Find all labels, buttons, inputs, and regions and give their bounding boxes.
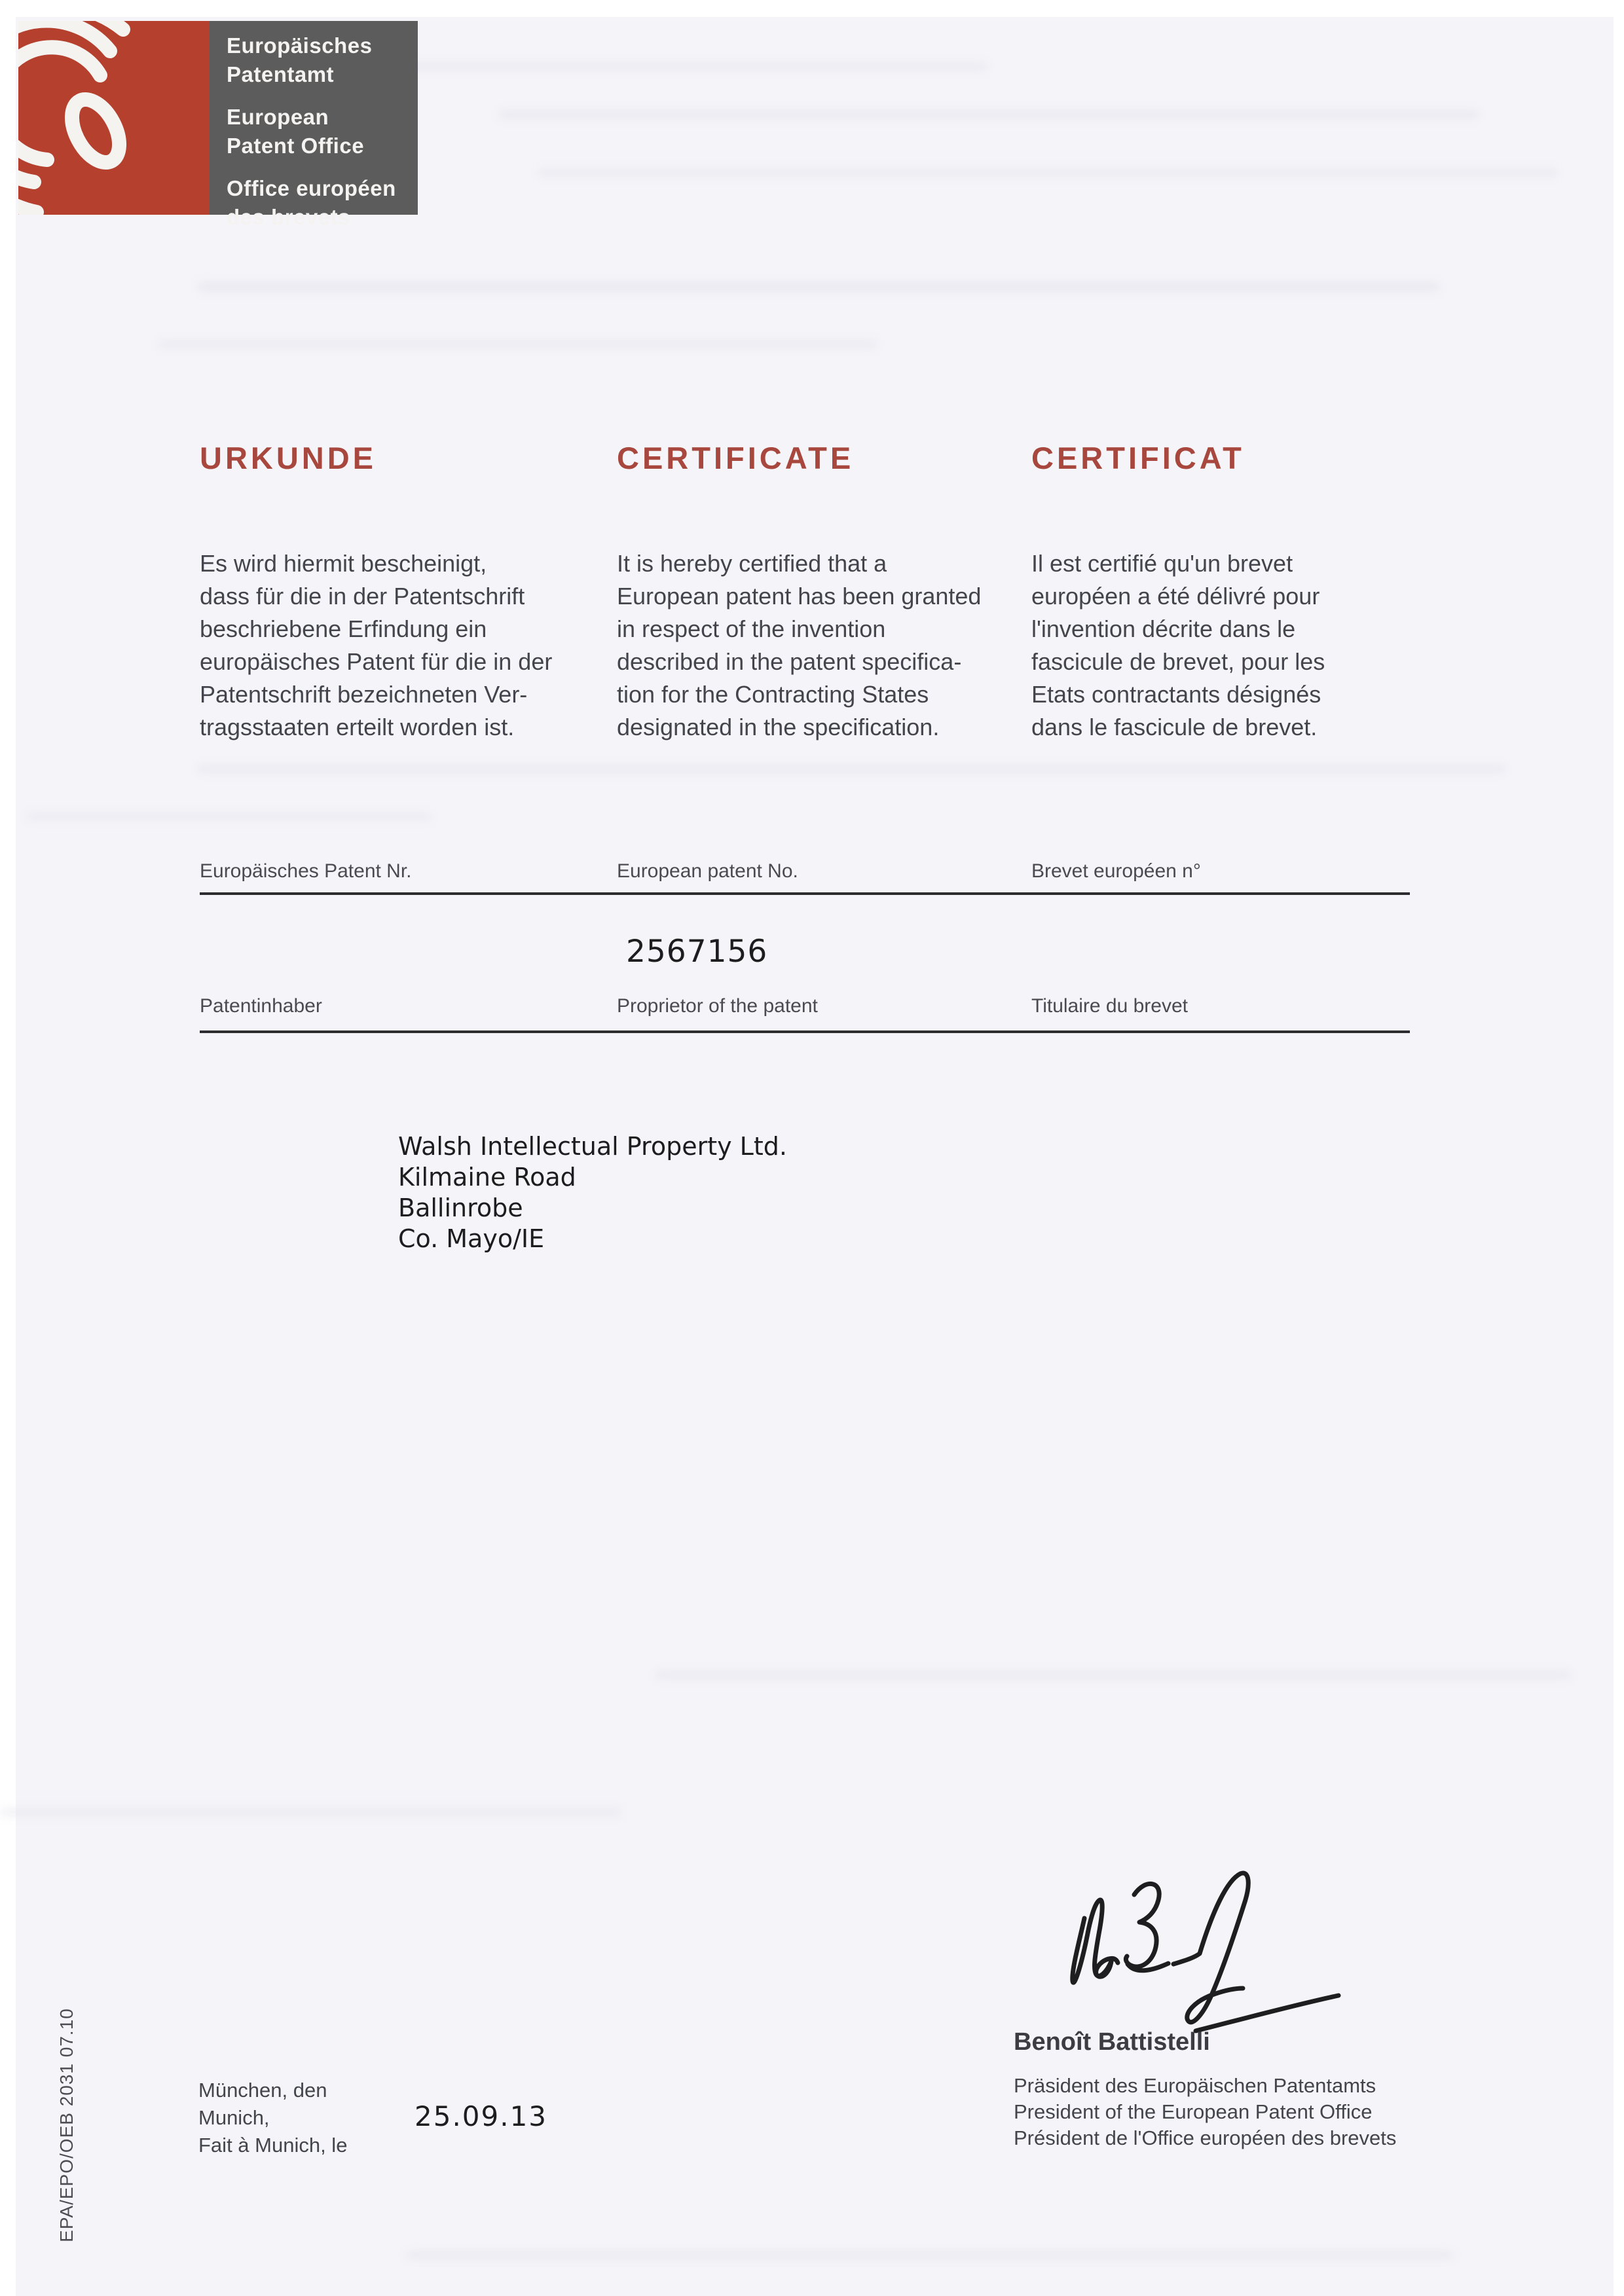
patent-number-label-de: Europäisches Patent Nr. — [200, 860, 412, 882]
logo-line: European — [227, 105, 329, 129]
proprietor-label-en: Proprietor of the patent — [617, 995, 818, 1017]
logo-line: Patent Office — [227, 134, 365, 158]
horizontal-rule — [200, 1030, 1410, 1033]
proprietor-address: Walsh Intellectual Property Ltd. Kilmaine Road Ballinrobe Co. Mayo/IE — [398, 1132, 787, 1253]
certification-text-english: It is hereby certified that a European patent has been granted in respect of the invention described in the patent specifica- tion for the Contracting States designated in the specification. — [617, 550, 982, 740]
heading-certificat: CERTIFICAT — [1031, 441, 1245, 475]
logo-line: Patentamt — [227, 62, 335, 86]
proprietor-label-de: Patentinhaber — [200, 995, 322, 1017]
scanned-paper-background — [16, 17, 1614, 2296]
epo-logo-wordmark — [210, 21, 418, 229]
patent-number-value: 2567156 — [626, 934, 768, 970]
logo-text-english — [227, 103, 418, 160]
horizontal-rule — [200, 892, 1410, 895]
president-signature — [1056, 1865, 1344, 2041]
epo-spiral-icon — [18, 21, 210, 215]
epo-logo — [18, 21, 210, 215]
proprietor-label-fr: Titulaire du brevet — [1031, 995, 1189, 1017]
logo-line: des brevets — [227, 205, 350, 229]
certification-text-german: Es wird hiermit bescheinigt, dass für die in der Patentschrift beschriebene Erfindung ein europäisches Patent für die in der Patentschrift bezeichneten Ver- tragsstaaten erteilt worden ist. — [200, 550, 553, 740]
heading-certificate: CERTIFICATE — [617, 441, 855, 475]
issue-place-labels: München, den Munich, Fait à Munich, le — [198, 2079, 348, 2157]
logo-text-german — [227, 31, 418, 89]
certification-text-french: Il est certifié qu'un brevet européen a été délivré pour l'invention décrite dans le fascicule de brevet, pour les Etats contractants désignés dans le fascicule de brevet. — [1031, 550, 1325, 740]
logo-line: Europäisches — [227, 33, 373, 58]
issue-date-value: 25.09.13 — [415, 2100, 548, 2132]
form-code: EPA/EPO/OEB 2031 07.10 — [56, 2008, 77, 2242]
logo-line: Office européen — [227, 176, 396, 200]
heading-urkunde: URKUNDE — [200, 441, 377, 475]
patent-number-label-fr: Brevet européen n° — [1031, 860, 1201, 882]
logo-text-french — [227, 174, 418, 232]
signer-titles: Präsident des Europäischen Patentamts President of the European Patent Office Président de l'Office européen des brevets — [1014, 2074, 1397, 2149]
patent-number-label-en: European patent No. — [617, 860, 798, 882]
signer-name: Benoît Battistelli — [1014, 2028, 1210, 2056]
